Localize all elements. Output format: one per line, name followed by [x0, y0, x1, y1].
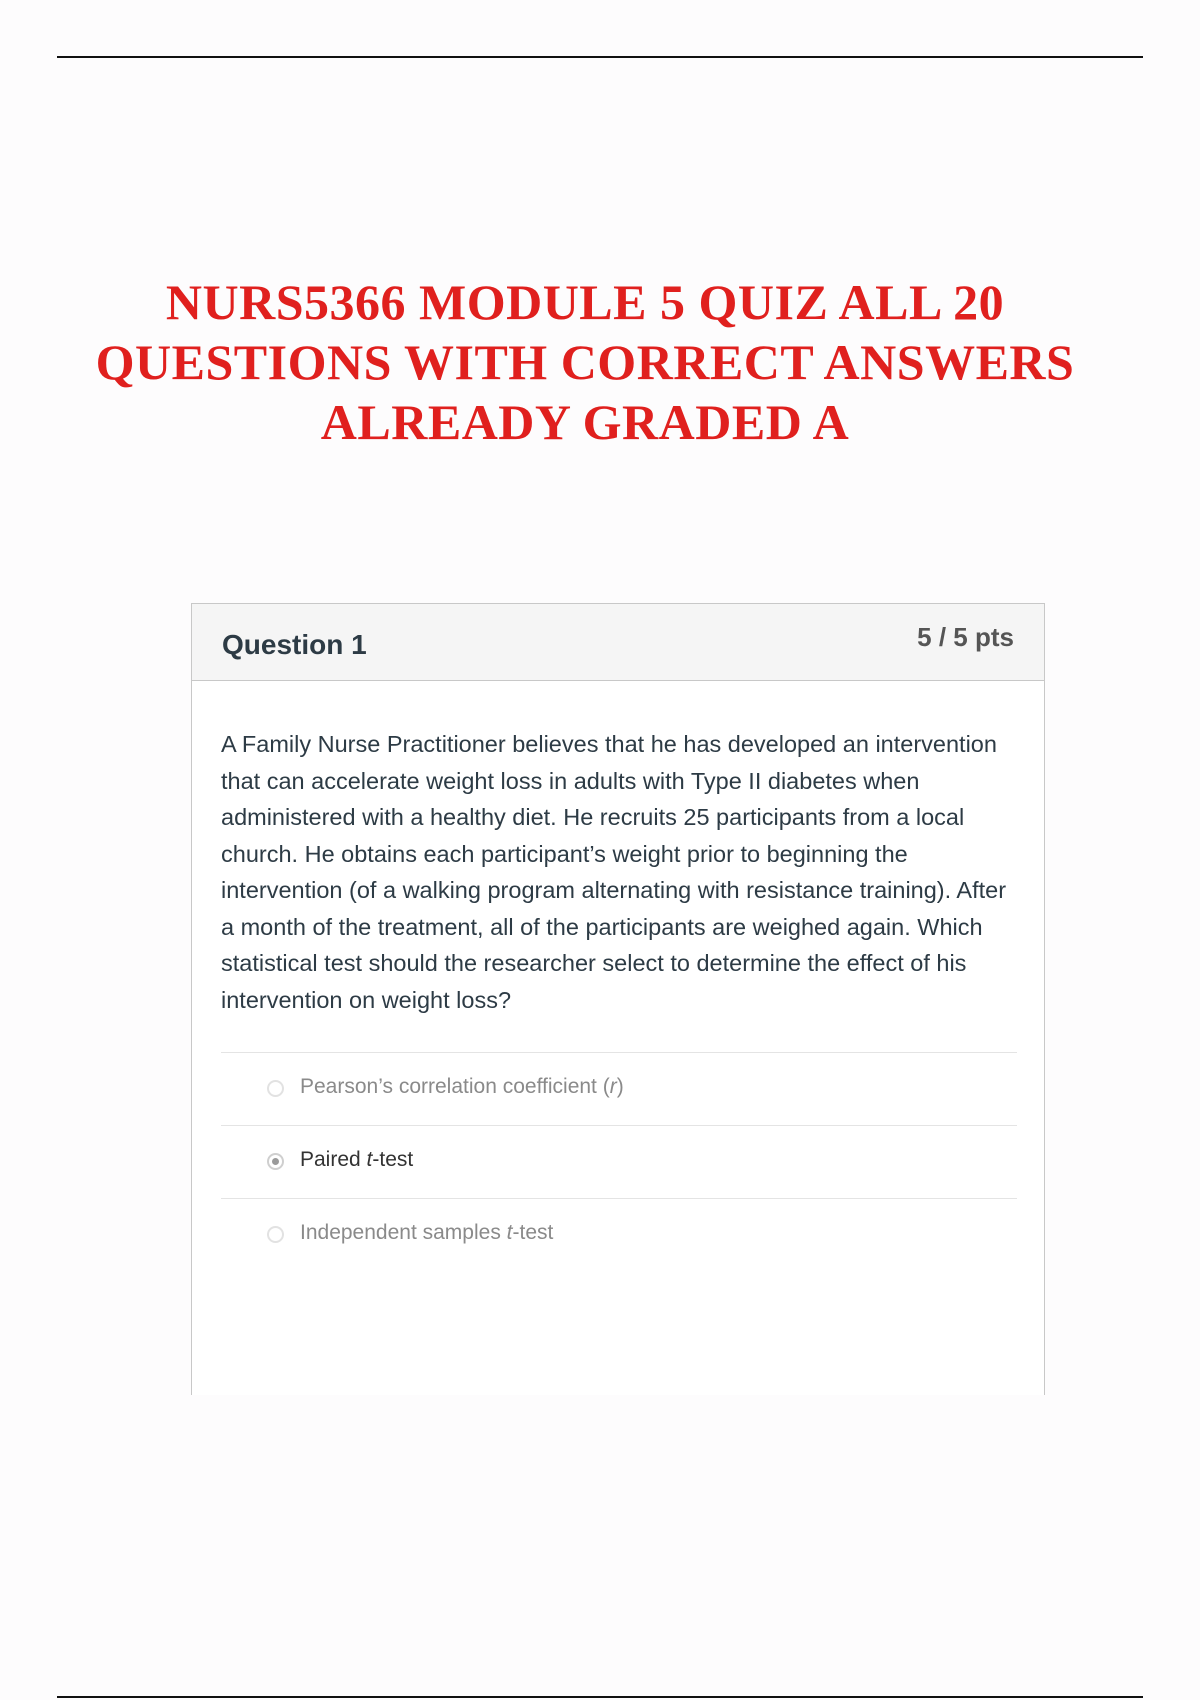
answer-option-paired-t-test[interactable]: [221, 1126, 1017, 1199]
answer-label: Independent samples t-test: [300, 1221, 554, 1244]
document-title: [60, 272, 1110, 452]
question-header: [192, 604, 1044, 681]
radio-selected-icon[interactable]: [267, 1153, 284, 1170]
answer-option-pearson[interactable]: [221, 1053, 1017, 1126]
title-line-2: QUESTIONS WITH CORRECT ANSWERS: [95, 334, 1075, 390]
bottom-rule: [57, 1696, 1143, 1698]
answer-label: Pearson’s correlation coefficient (r): [300, 1075, 624, 1098]
question-title: Question 1: [222, 629, 367, 660]
answer-label: Paired t-test: [300, 1148, 414, 1171]
answer-list: [221, 1052, 1017, 1271]
title-line-3: ALREADY GRADED A: [320, 394, 850, 450]
title-line-1: NURS5366 MODULE 5 QUIZ ALL 20: [165, 274, 1005, 330]
radio-icon[interactable]: [267, 1080, 284, 1097]
question-points: 5 / 5 pts: [917, 622, 1014, 652]
radio-icon[interactable]: [267, 1226, 284, 1243]
question-card: [191, 603, 1045, 1395]
top-rule: [57, 56, 1143, 58]
question-text: A Family Nurse Practitioner believes that he has developed an intervention that can accelerate weight loss in adults with Type II diabetes when administered with a healthy diet. He recruits 25 participants from a local church. He obtains each participant’s weight prior to beginning the intervention (of a walking program alternating with resistance training). After a month of the treatment, all of the participants are weighed again. Which statistical test should the researcher select to determine the effect of his intervention on weight loss?: [221, 731, 1007, 1013]
answer-option-independent-t-test[interactable]: [221, 1199, 1017, 1271]
